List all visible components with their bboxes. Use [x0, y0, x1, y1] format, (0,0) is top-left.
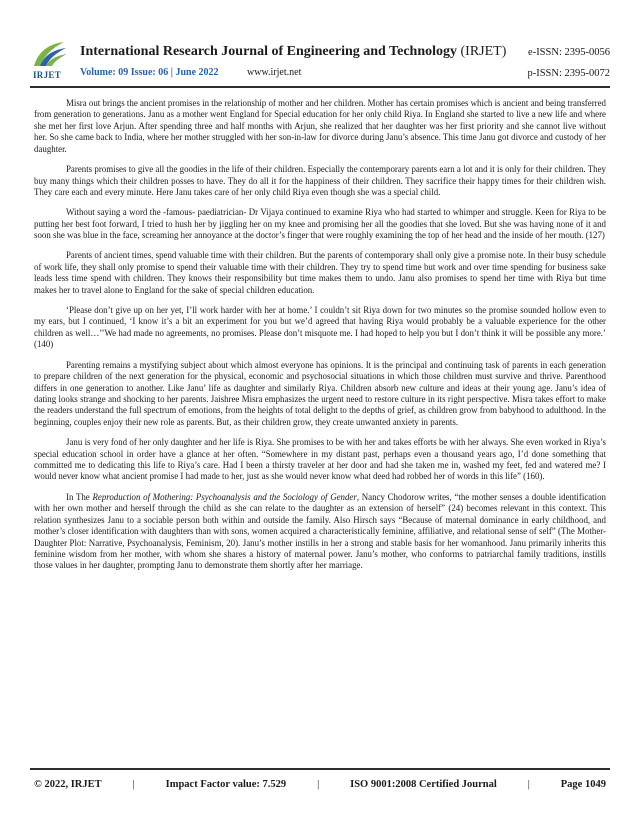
footer-separator: |	[527, 778, 530, 790]
paragraph: Misra out brings the ancient promises in the relationship of mother and her children. Mother has certain promises which is ancient and being transferred from generation to generations. Janu as a mother went England for Special education for her only child Riya. In England she started to live a new life and where she met her first love Arjun. After spending three and half months with Arjun, she realized that her daughter was her first priority and she cannot live without her. So she came back to India, where her mother struggled with her son-in-law for divorce during Janu’s absence. This time Janu got divorce and custody of her daughter.	[34, 98, 606, 154]
footer-divider	[30, 768, 610, 770]
paragraph: ‘Please don’t give up on her yet, I’ll work harder with her at home.’ I couldn’t sit Riya down for two minutes so the promise sounded hollow even to my ears, but I continued, ‘I know it’s a bit an experiment for you but we’d agreed that having Riya would probably be a valuable experience for the other children as well…’’We had made no agreements, no promises. Please don’t misquote me. I had hoped to help you but I don’t think it will be possible any more.’ (140)	[34, 304, 606, 350]
header-divider	[30, 86, 610, 88]
e-issn: e-ISSN: 2395-0056	[528, 47, 610, 58]
paragraph: Without saying a word the -famous- paediatrician- Dr Vijaya continued to examine Riya who had started to whimper and struggle. Keen for Riya to be putting her best foot forward, I tried to hush her by jiggling her on my knee and promising her all the goodies that she loved. But she was having none of it and soon she was blue in the face, screaming her annoyance at the doctor’s finger that were roughly examining the top of her head and the inside of her mouth. (127)	[34, 207, 606, 241]
footer-separator: |	[132, 778, 135, 790]
journal-title	[80, 44, 506, 60]
paragraph: Parenting remains a mystifying subject about which almost everyone has opinions. It is the principal and continuing task of parents in each generation to prepare children of the next generation for the physical, economic and psychosocial situations in which those children must survive and thrive. Parenthood differs in one generation to another. Like Janu’ life as daughter and similarly Riya. Children absorb new culture and ideas at their young age. Janu’s idea of dating looks strange and shocking to her parents. Jaishree Misra emphasizes the urgent need to restore culture in its right perspective. Misra takes effort to make the readers understand the full spectrum of emotions, from the heights of total delight to the depths of grief, as children grow from babyhood to adulthood. In the beginning, couples enjoy their new role as parents. But, as their children grow, they create unwanted anxiety in parents.	[34, 359, 606, 427]
book-title: Reproduction of Mothering: Psychoanalysis and the Sociology of Gender	[92, 491, 357, 502]
volume-issue: Volume: 09 Issue: 06 | June 2022	[80, 67, 219, 78]
page-number: Page 1049	[560, 778, 606, 790]
copyright: © 2022, IRJET	[34, 778, 102, 790]
page-footer	[34, 775, 606, 793]
text-run: In The	[66, 491, 93, 502]
website-link[interactable]: www.irjet.net	[247, 67, 302, 78]
page-header	[30, 40, 610, 84]
text-run: , Nancy Chodorow writes, “the mother senses a double identification with her own mother and herself through the child as she can relate to the daughter as an extension of herself” (24) becomes relevant in this context. This relation synthesizes Janu to a sociable person both within and outside the family. Also Hirsch says “Because of maternal dominance in early childhood, and mother’s closer identification with daughters than with sons, women acquired a characteristically feminine, affiliative, and relational sense of self” (The Mother-Daughter Plot: Narrative, Psychoanalysis, Feminism, 20). Janu’s mother instills in her a strong and stable basis for her womanhood. Janu primarily inherits this feminine wisdom from her mother, with whom she shares a history of maternal power. Janu’s mother, who conforms to patriarchal family traditions, instills those values in her daughter, prompting Janu to demonstrate them shortly after her marriage.	[34, 491, 606, 571]
impact-factor: Impact Factor value: 7.529	[165, 778, 287, 790]
iso-certification: ISO 9001:2008 Certified Journal	[350, 778, 497, 790]
journal-abbr: (IRJET)	[460, 44, 507, 59]
journal-name: International Research Journal of Engineering and Technology	[80, 44, 458, 59]
paragraph: Janu is very fond of her only daughter and her life is Riya. She promises to be with her and takes efforts be with her always. She even worked in Riya’s special education school in order have a glance at her often. “Somewhere in my distant past, perhaps even a thousand years ago, I’d done something that committed me to dedicating this life to Riya’s care. Had I been a thirsty traveler at her door and had she taken me in, washed my feet, fed and watered me? I would never know what ancient promise I had made to her, just as she would never know what deed had robbed her of words in this life” (160).	[34, 437, 606, 482]
irjet-logo-icon	[30, 40, 70, 84]
article-body	[34, 98, 606, 581]
footer-separator: |	[317, 778, 320, 790]
p-issn: p-ISSN: 2395-0072	[527, 68, 610, 79]
paragraph: Parents of ancient times, spend valuable time with their children. But the parents of contemporary shall only give a promise note. In their busy schedule of work life, they shall only promise to spend their valuable time with their children. They try to spend time but work and over time spending for business sake leads less time spend with children. They knows their responsibility but time makes them to undo. Janu also promises to spend her time with Riya but time makes her to travel alone to England for the sake of special children education.	[34, 250, 606, 295]
logo-text: IRJET	[33, 70, 62, 80]
paragraph: Parents promises to give all the goodies in the life of their children. Especially the contemporary parents earn a lot and it is only for their children. They buy many things which their children posses to have. They do all it for the happiness of their children. They sacrifice their happy times for their children wish. They care each and every minute. Here Janu takes care of her only child Riya even though she was a special child.	[34, 164, 606, 197]
issue-meta	[80, 67, 301, 78]
paragraph-with-citation	[34, 492, 606, 572]
